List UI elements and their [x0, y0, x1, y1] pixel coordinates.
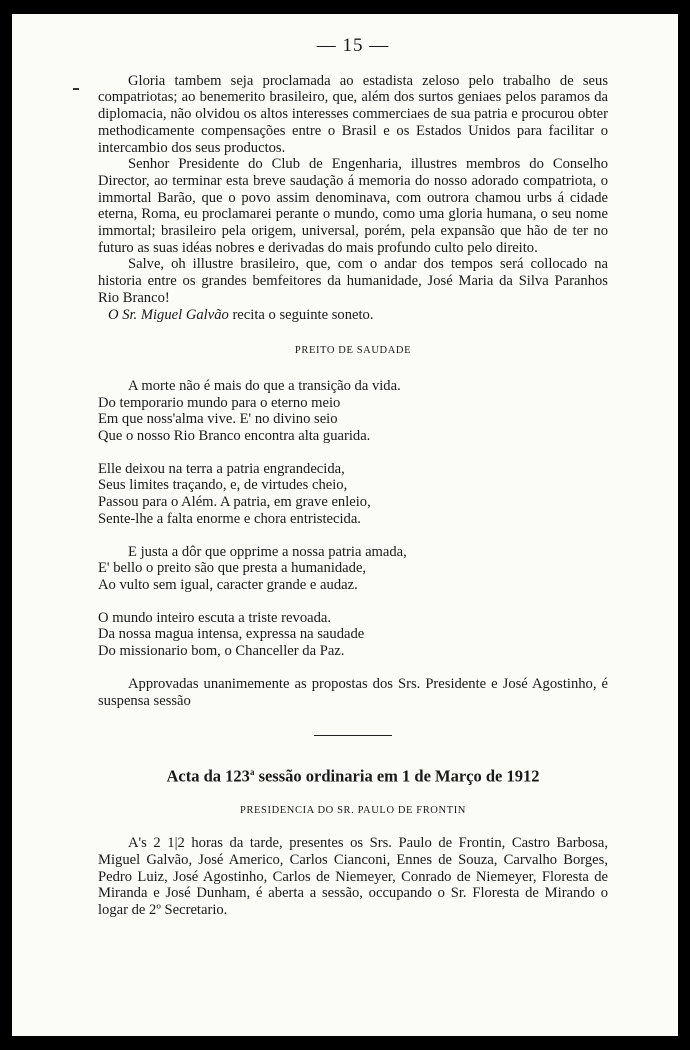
verse: Do temporario mundo para o eterno meio	[98, 394, 341, 411]
act-title-prefix: Acta da 123	[166, 766, 250, 786]
stanza-1	[98, 378, 608, 445]
page-content	[98, 35, 608, 919]
verse: Da nossa magua intensa, expressa na saudade	[98, 626, 365, 643]
verse: Elle deixou na terra a patria engrandecida,	[98, 460, 345, 477]
speaker-action: recita o seguinte soneto.	[228, 306, 374, 323]
paragraph-gloria: Gloria tambem seja proclamada ao estadista zeloso pelo trabalho de seus compatriotas; ao benemerito brasileiro, que, além dos surtos geniaes pelos paramos da diplomacia, não olvidou os altos interesses commerciaes de sua patria e procurou obter methodicamente compensações entre o Brasil e os Estados Unidos para facilitar o intercambio dos seus productos.	[98, 72, 608, 156]
verse: E' bello o preito são que presta a humanidade,	[98, 560, 367, 577]
margin-mark	[73, 88, 79, 90]
closing-paragraph: Approvadas unanimemente as propostas dos Srs. Presidente e José Agostinho, é suspensa sessão	[98, 675, 608, 709]
verse: Sente-lhe a falta enorme e chora entristecida.	[98, 510, 361, 527]
verse: Passou para o Além. A patria, em grave enleio,	[98, 494, 371, 511]
verse: Que o nosso Rio Branco encontra alta guarida.	[98, 428, 371, 445]
verse: Seus limites traçando, e, de virtudes cheio,	[98, 477, 348, 494]
section-divider	[314, 735, 392, 736]
stanza-2	[98, 461, 608, 528]
verse: Ao vulto sem igual, caracter grande e audaz.	[98, 576, 358, 593]
paragraph-salve: Salve, oh illustre brasileiro, que, com o andar dos tempos será collocado na historia entre os grandes bemfeitores da humanidade, José Maria da Silva Paranhos Rio Branco!	[98, 256, 608, 306]
presidency-heading: PRESIDENCIA DO SR. PAULO DE FRONTIN	[240, 805, 466, 817]
verse: A morte não é mais do que a transição da vida.	[128, 377, 401, 394]
poem-title: PREITO DE SAUDADE	[294, 345, 412, 357]
paragraph-senhor-presidente: Senhor Presidente do Club de Engenharia, illustres membros do Conselho Director, ao terminar esta breve saudação á memoria do nosso adorado compatriota, o immortal Barão, que o povo assim denominava, com outrora chamou urbs á cidade eterna, Roma, eu proclamarei perante o mundo, como uma gloria humana, o seu nome immortal; brasileiro pela origem, universal, porém, pela expansão que hão de ter no futuro as suas idéas nobres e derivadas do mais profundo culto pelo direito.	[98, 156, 608, 256]
stanza-3	[98, 544, 608, 594]
verse: Em que noss'alma vive. E' no divino seio	[98, 411, 338, 428]
document-page	[12, 14, 678, 1036]
verse: Do missionario bom, o Chanceller da Paz.	[98, 643, 345, 660]
act-title	[98, 764, 608, 785]
sonnet	[98, 378, 608, 660]
stanza-4	[98, 610, 608, 660]
verse: O mundo inteiro escuta a triste revoada.	[98, 609, 332, 626]
verse: E justa a dôr que opprime a nossa patria amada,	[128, 543, 407, 560]
speaker-name: O Sr. Miguel Galvão	[108, 306, 229, 323]
speaker-line	[98, 307, 608, 324]
act-title-suffix: sessão ordinaria em 1 de Março de 1912	[254, 766, 540, 786]
act-body: A's 2 1|2 horas da tarde, presentes os Srs. Paulo de Frontin, Castro Barbosa, Miguel Galvão, José Americo, Carlos Cianconi, Ennes de Souza, Carvalho Borges, Pedro Luiz, José Agostinho, Carlos de Niemeyer, Conrado de Niemeyer, Floresta de Miranda e José Dunham, é aberta a sessão, occupando o Sr. Floresta de Mirando o logar de 2º Secretario.	[98, 835, 608, 918]
act-title-ordinal: a	[249, 767, 255, 778]
page-number: — 15 —	[316, 35, 390, 56]
